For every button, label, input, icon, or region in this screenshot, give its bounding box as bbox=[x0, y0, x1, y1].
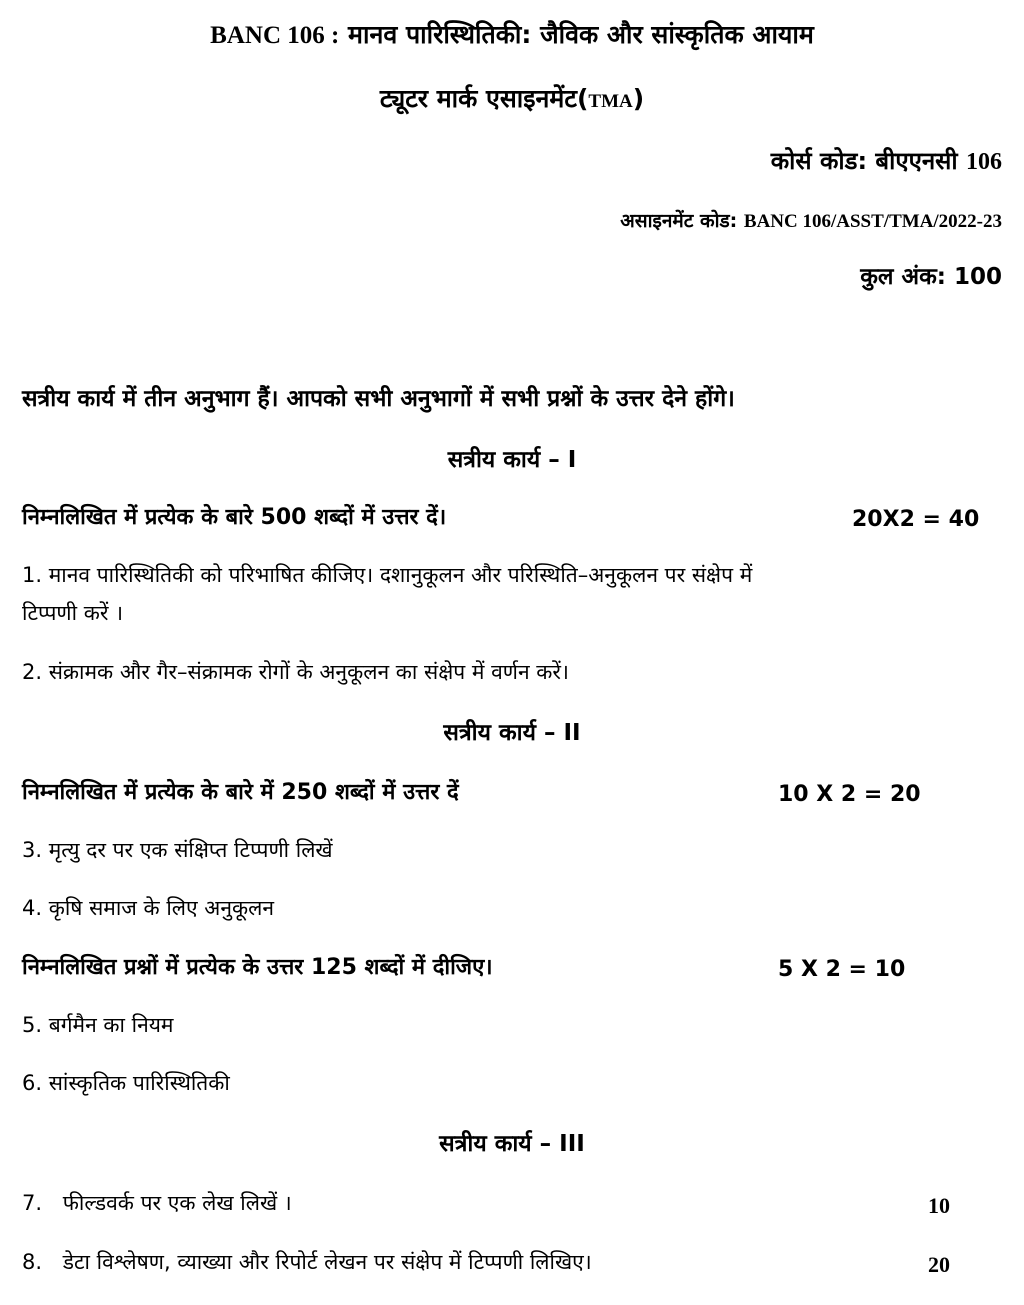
section-2-marks-b: 5 X 2 = 10 bbox=[778, 957, 906, 982]
question-8-text: डेटा विश्लेषण, व्याख्या और रिपोर्ट लेखन पर संक्षेप में टिप्पणी लिखिए। bbox=[62, 1250, 592, 1274]
question-1-line-2: टिप्पणी करें । bbox=[22, 601, 124, 625]
title-course-code: BANC 106 : bbox=[210, 22, 340, 49]
assignment-code bbox=[620, 210, 1002, 234]
document-title bbox=[0, 20, 1024, 51]
assignment-code-label: असाइनमेंट कोड: bbox=[620, 210, 738, 232]
question-3: 3. मृत्यु दर पर एक संक्षिप्त टिप्पणी लिखें bbox=[22, 838, 333, 862]
total-marks-value: 100 bbox=[953, 264, 1002, 290]
course-code bbox=[771, 147, 1002, 177]
subtitle-abbr: TMA bbox=[588, 91, 633, 112]
question-7-text: फील्डवर्क पर एक लेख लिखें । bbox=[62, 1191, 292, 1215]
question-7-marks: 10 bbox=[928, 1193, 950, 1218]
question-8 bbox=[22, 1250, 592, 1275]
question-6: 6. सांस्कृतिक पारिस्थितिकी bbox=[22, 1071, 230, 1095]
section-1-heading: सत्रीय कार्य – I bbox=[447, 447, 577, 473]
question-5: 5. बर्गमैन का नियम bbox=[22, 1013, 174, 1037]
document-subtitle bbox=[0, 84, 1024, 114]
question-7 bbox=[22, 1191, 292, 1216]
section-2-directive-a: निम्नलिखित में प्रत्येक के बारे में 250 शब्दों में उत्तर दें bbox=[22, 780, 459, 805]
section-2-marks-a: 10 X 2 = 20 bbox=[778, 782, 921, 807]
assignment-code-value: BANC 106/ASST/TMA/2022-23 bbox=[743, 211, 1002, 232]
course-code-label: कोर्स कोड: बीएएनसी bbox=[770, 147, 958, 175]
subtitle-text: ट्यूटर मार्क एसाइनमेंट( bbox=[379, 84, 589, 113]
question-8-number: 8. bbox=[22, 1250, 43, 1274]
question-4: 4. कृषि समाज के लिए अनुकूलन bbox=[22, 896, 275, 920]
question-2: 2. संक्रामक और गैर–संक्रामक रोगों के अनुकूलन का संक्षेप में वर्णन करें। bbox=[22, 660, 569, 684]
subtitle-close: ) bbox=[632, 84, 645, 113]
section-2-directive-b: निम्नलिखित प्रश्नों में प्रत्येक के उत्तर 125 शब्दों में दीजिए। bbox=[22, 955, 493, 980]
section-2-heading: सत्रीय कार्य – II bbox=[443, 720, 581, 746]
section-1-directive: निम्नलिखित में प्रत्येक के बारे 500 शब्दों में उत्तर दें। bbox=[22, 505, 447, 530]
total-marks bbox=[860, 264, 1002, 292]
instructions: सत्रीय कार्य में तीन अनुभाग हैं। आपको सभी अनुभागों में सभी प्रश्नों के उत्तर देने होंगे। bbox=[22, 386, 735, 412]
course-code-value: 106 bbox=[966, 149, 1002, 175]
section-3-heading: सत्रीय कार्य – III bbox=[439, 1131, 585, 1157]
question-1-line-1: 1. मानव पारिस्थितिकी को परिभाषित कीजिए। दशानुकूलन और परिस्थिति–अनुकूलन पर संक्षेप में bbox=[22, 563, 753, 587]
total-marks-label: कुल अंक: bbox=[860, 264, 946, 290]
section-1-marks: 20X2 = 40 bbox=[852, 507, 980, 532]
title-text: मानव पारिस्थितिकी: जैविक और सांस्कृतिक आयाम bbox=[348, 20, 814, 49]
question-7-number: 7. bbox=[22, 1191, 43, 1215]
question-8-marks: 20 bbox=[928, 1252, 950, 1277]
